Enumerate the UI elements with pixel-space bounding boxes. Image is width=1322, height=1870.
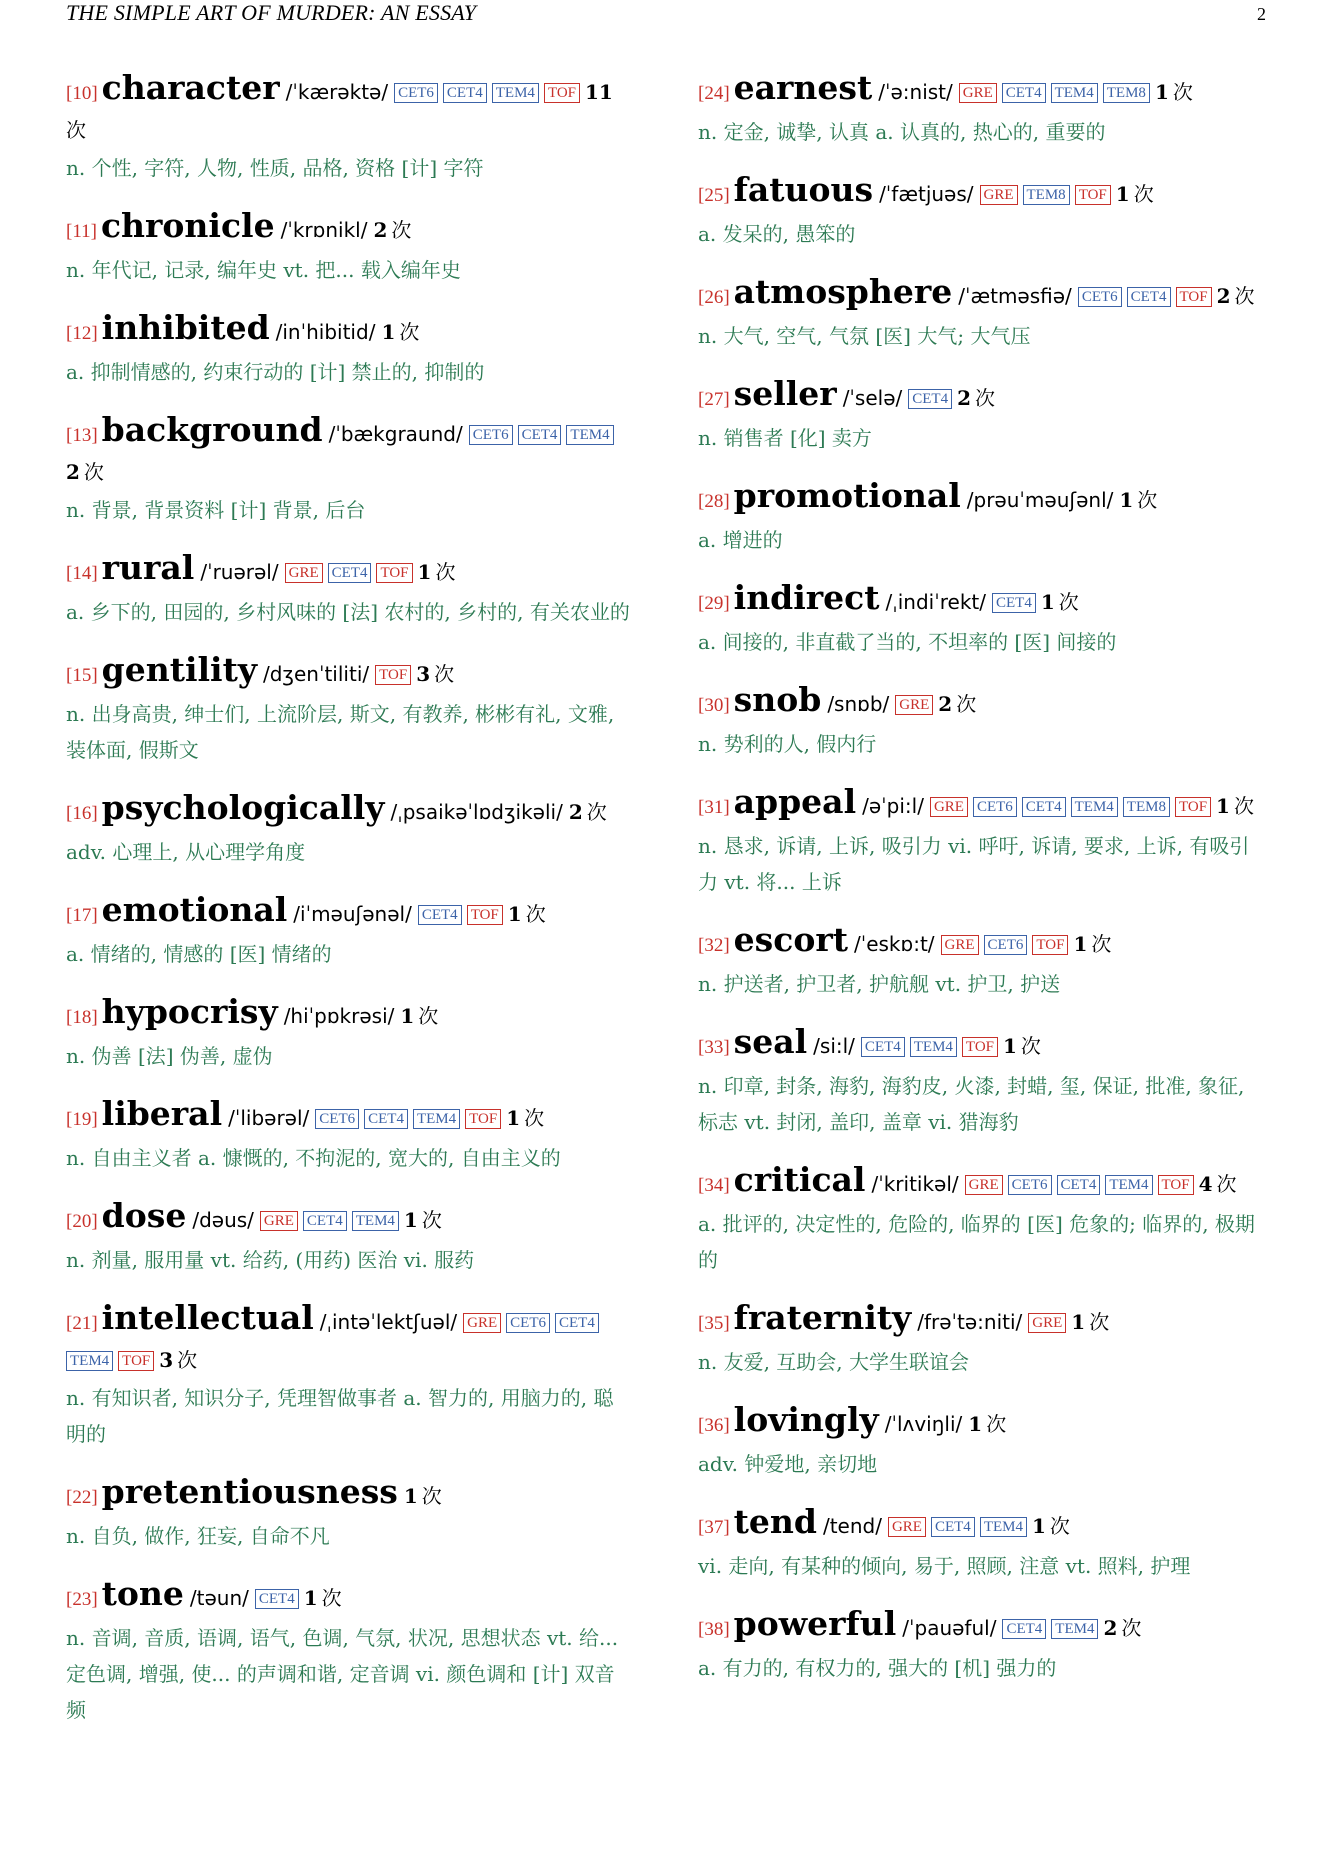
phonetic: /ˈætməsfiə/ <box>958 284 1072 308</box>
phonetic: /ˈkrɒnikl/ <box>280 218 368 242</box>
exam-tag: CET4 <box>1127 287 1171 307</box>
definition: adv. 心理上, 从心理学角度 <box>66 840 306 864</box>
exam-tag: CET4 <box>443 83 487 103</box>
vocab-entry <box>66 1198 631 1278</box>
exam-tag: TEM4 <box>352 1211 399 1231</box>
headword: indirect <box>733 578 880 617</box>
entry-number: [18] <box>66 1007 98 1028</box>
phonetic: /inˈhibitid/ <box>275 320 376 344</box>
exam-tag: TEM4 <box>910 1037 957 1057</box>
vocab-entry <box>698 580 1263 660</box>
headword: liberal <box>101 1094 223 1133</box>
exam-tag: CET4 <box>931 1517 975 1537</box>
entry-headline <box>66 652 631 694</box>
phonetic: /ˈlʌviŋli/ <box>884 1412 963 1436</box>
entry-headline <box>698 784 1263 826</box>
entry-number: [11] <box>66 221 97 242</box>
entry-number: [10] <box>66 83 98 104</box>
vocab-entry <box>698 1162 1263 1278</box>
entry-number: [34] <box>698 1175 730 1196</box>
phonetic: /əˈpi:l/ <box>862 794 924 818</box>
entry-number: [17] <box>66 905 98 926</box>
running-title: THE SIMPLE ART OF MURDER: AN ESSAY <box>66 0 477 25</box>
vocab-entry <box>66 1096 631 1176</box>
headword: lovingly <box>733 1400 879 1439</box>
headword: rural <box>101 548 195 587</box>
entry-number: [35] <box>698 1313 730 1334</box>
exam-tag: GRE <box>260 1211 298 1231</box>
frequency-unit: 次 <box>421 1208 442 1232</box>
frequency-count: 1 <box>1003 1034 1017 1058</box>
frequency-count: 2 <box>957 386 972 410</box>
definition: n. 护送者, 护卫者, 护航舰 vt. 护卫, 护送 <box>698 972 1061 996</box>
exam-tag: TEM4 <box>566 425 613 445</box>
definition: n. 音调, 音质, 语调, 语气, 色调, 气氛, 状况, 思想状态 vt. 给... 定色调, 增强, 使... 的声调和谐, 定音调 vi. 颜色调和 [计] 双音频 <box>66 1626 619 1722</box>
exam-tag: GRE <box>888 1517 926 1537</box>
frequency-unit: 次 <box>1233 794 1254 818</box>
vocab-entry <box>698 784 1263 900</box>
frequency-unit: 次 <box>975 386 996 410</box>
exam-tag: GRE <box>941 935 979 955</box>
entry-number: [38] <box>698 1619 730 1640</box>
entry-number: [32] <box>698 935 730 956</box>
headword: tend <box>733 1502 817 1541</box>
exam-tag: CET6 <box>394 83 438 103</box>
phonetic: /təun/ <box>189 1586 249 1610</box>
exam-tag: CET6 <box>984 935 1028 955</box>
exam-tag: TOF <box>1075 185 1111 205</box>
frequency-count: 1 <box>506 1106 521 1130</box>
entry-number: [28] <box>698 491 730 512</box>
entry-headline <box>698 172 1263 214</box>
entry-headline <box>698 580 1263 622</box>
entry-number: [23] <box>66 1589 98 1610</box>
exam-tag: CET4 <box>861 1037 905 1057</box>
entry-number: [16] <box>66 803 98 824</box>
frequency-unit: 次 <box>435 560 456 584</box>
frequency-unit: 次 <box>1133 182 1154 206</box>
headword: inhibited <box>101 308 270 347</box>
frequency-unit: 次 <box>524 1106 545 1130</box>
entry-headline <box>66 70 631 148</box>
vocab-entry <box>698 1504 1263 1584</box>
frequency-unit: 次 <box>1121 1616 1142 1640</box>
entry-number: [36] <box>698 1415 730 1436</box>
entry-number: [12] <box>66 323 98 344</box>
exam-tag: CET4 <box>328 563 372 583</box>
entry-number: [33] <box>698 1037 730 1058</box>
frequency-unit: 次 <box>586 800 607 824</box>
exam-tag: TOF <box>465 1109 501 1129</box>
vocab-entry <box>66 412 631 528</box>
exam-tag: TOF <box>375 665 411 685</box>
frequency-unit: 次 <box>434 662 455 686</box>
exam-tag: CET4 <box>908 389 952 409</box>
entry-headline <box>698 1504 1263 1546</box>
phonetic: /dəus/ <box>192 1208 254 1232</box>
frequency-unit: 次 <box>956 692 977 716</box>
exam-tag: TEM4 <box>980 1517 1027 1537</box>
headword: gentility <box>101 650 257 689</box>
headword: pretentiousness <box>101 1472 398 1511</box>
exam-tag: CET4 <box>255 1589 299 1609</box>
vocab-entry <box>698 70 1263 150</box>
frequency-count: 2 <box>938 692 953 716</box>
entry-number: [37] <box>698 1517 730 1538</box>
entry-headline <box>698 682 1263 724</box>
entry-headline <box>698 922 1263 964</box>
entry-headline <box>66 208 631 250</box>
frequency-count: 1 <box>1073 932 1088 956</box>
frequency-unit: 次 <box>525 902 546 926</box>
vocab-entry <box>66 892 631 972</box>
exam-tag: TOF <box>1175 797 1211 817</box>
exam-tag: TEM8 <box>1123 797 1170 817</box>
vocab-entry <box>698 172 1263 252</box>
frequency-count: 3 <box>416 662 431 686</box>
entry-number: [30] <box>698 695 730 716</box>
exam-tag: TEM4 <box>1051 1619 1098 1639</box>
definition: n. 势利的人, 假内行 <box>698 732 877 756</box>
entry-headline <box>66 1198 631 1240</box>
frequency-count: 4 <box>1198 1172 1213 1196</box>
exam-tag: TOF <box>376 563 412 583</box>
phonetic: /ˌindiˈrekt/ <box>885 590 986 614</box>
vocab-entry <box>66 1474 631 1554</box>
vocab-entry <box>698 478 1263 558</box>
definition: n. 定金, 诚挚, 认真 a. 认真的, 热心的, 重要的 <box>698 120 1106 144</box>
definition: n. 个性, 字符, 人物, 性质, 品格, 资格 [计] 字符 <box>66 156 484 180</box>
entry-headline <box>66 1300 631 1378</box>
exam-tag: CET4 <box>1002 83 1046 103</box>
frequency-count: 2 <box>1216 284 1231 308</box>
frequency-count: 1 <box>1216 794 1230 818</box>
definition: vi. 走向, 有某种的倾向, 易于, 照顾, 注意 vt. 照料, 护理 <box>698 1554 1191 1578</box>
exam-tag: CET4 <box>364 1109 408 1129</box>
vocab-entry <box>698 376 1263 456</box>
vocab-entry <box>66 1576 631 1728</box>
headword: earnest <box>733 68 873 107</box>
exam-tag: GRE <box>959 83 997 103</box>
definition: n. 销售者 [化] 卖方 <box>698 426 872 450</box>
definition: n. 伪善 [法] 伪善, 虚伪 <box>66 1044 273 1068</box>
entry-number: [22] <box>66 1487 98 1508</box>
frequency-unit: 次 <box>1020 1034 1041 1058</box>
exam-tag: TEM8 <box>1103 83 1150 103</box>
frequency-unit: 次 <box>66 118 86 142</box>
vocab-entry <box>66 994 631 1074</box>
frequency-count: 1 <box>400 1004 415 1028</box>
frequency-unit: 次 <box>321 1586 342 1610</box>
phonetic: /hiˈpɒkrəsi/ <box>283 1004 395 1028</box>
definition: n. 背景, 背景资料 [计] 背景, 后台 <box>66 498 366 522</box>
entry-headline <box>698 70 1263 112</box>
exam-tag: TEM4 <box>66 1351 113 1371</box>
phonetic: /ˈpauəful/ <box>902 1616 997 1640</box>
right-column <box>698 70 1263 1708</box>
vocab-entry <box>698 1300 1263 1380</box>
frequency-count: 11 <box>585 80 613 104</box>
exam-tag: CET4 <box>1022 797 1066 817</box>
frequency-count: 2 <box>568 800 583 824</box>
headword: snob <box>733 680 822 719</box>
headword: escort <box>733 920 848 959</box>
headword: seller <box>733 374 837 413</box>
phonetic: /ˈkærəktə/ <box>285 80 389 104</box>
headword: atmosphere <box>733 272 953 311</box>
phonetic: /ˈlibərəl/ <box>228 1106 310 1130</box>
entry-number: [25] <box>698 185 730 206</box>
phonetic: /iˈməuʃənəl/ <box>293 902 412 926</box>
exam-tag: TEM8 <box>1023 185 1070 205</box>
exam-tag: CET6 <box>315 1109 359 1129</box>
exam-tag: CET6 <box>1008 1175 1052 1195</box>
phonetic: /ˈə:nist/ <box>878 80 953 104</box>
page-header <box>66 0 1266 28</box>
frequency-unit: 次 <box>1137 488 1158 512</box>
phonetic: /ˌpsaikəˈlɒdʒikəli/ <box>390 800 563 824</box>
definition: n. 有知识者, 知识分子, 凭理智做事者 a. 智力的, 用脑力的, 聪明的 <box>66 1386 614 1446</box>
exam-tag: CET6 <box>506 1313 550 1333</box>
headword: psychologically <box>101 788 385 827</box>
exam-tag: CET4 <box>418 905 462 925</box>
frequency-unit: 次 <box>1089 1310 1110 1334</box>
entry-headline <box>66 1474 631 1516</box>
exam-tag: CET4 <box>1002 1619 1046 1639</box>
definition: adv. 钟爱地, 亲切地 <box>698 1452 878 1476</box>
entry-number: [21] <box>66 1313 98 1334</box>
definition: n. 自由主义者 a. 慷慨的, 不拘泥的, 宽大的, 自由主义的 <box>66 1146 561 1170</box>
definition: n. 友爱, 互助会, 大学生联谊会 <box>698 1350 970 1374</box>
entry-headline <box>66 1576 631 1618</box>
frequency-unit: 次 <box>1091 932 1112 956</box>
entry-headline <box>698 274 1263 316</box>
phonetic: /si:l/ <box>813 1034 855 1058</box>
definition: n. 出身高贵, 绅士们, 上流阶层, 斯文, 有教养, 彬彬有礼, 文雅, 装体面, 假斯文 <box>66 702 615 762</box>
entry-headline <box>698 478 1263 520</box>
frequency-count: 2 <box>66 460 80 484</box>
vocab-entry <box>66 550 631 630</box>
frequency-count: 1 <box>403 1208 418 1232</box>
definition: n. 剂量, 服用量 vt. 给药, (用药) 医治 vi. 服药 <box>66 1248 475 1272</box>
exam-tag: GRE <box>980 185 1018 205</box>
exam-tag: GRE <box>285 563 323 583</box>
entry-headline <box>66 1096 631 1138</box>
entry-headline <box>66 412 631 490</box>
exam-tag: TOF <box>1176 287 1212 307</box>
exam-tag: CET6 <box>973 797 1017 817</box>
frequency-unit: 次 <box>1216 1172 1237 1196</box>
definition: a. 抑制情感的, 约束行动的 [计] 禁止的, 抑制的 <box>66 360 485 384</box>
entry-number: [29] <box>698 593 730 614</box>
exam-tag: TOF <box>118 1351 154 1371</box>
entry-headline <box>66 892 631 934</box>
vocab-entry <box>66 310 631 390</box>
exam-tag: CET4 <box>303 1211 347 1231</box>
frequency-count: 2 <box>373 218 388 242</box>
definition: a. 情绪的, 情感的 [医] 情绪的 <box>66 942 332 966</box>
exam-tag: GRE <box>895 695 933 715</box>
frequency-count: 1 <box>303 1586 318 1610</box>
phonetic: /dʒenˈtiliti/ <box>263 662 370 686</box>
exam-tag: TOF <box>962 1037 998 1057</box>
exam-tag: CET6 <box>1078 287 1122 307</box>
definition: n. 年代记, 记录, 编年史 vt. 把... 载入编年史 <box>66 258 461 282</box>
frequency-unit: 次 <box>1234 284 1255 308</box>
entry-headline <box>698 1162 1263 1204</box>
entry-number: [19] <box>66 1109 98 1130</box>
definition: n. 恳求, 诉请, 上诉, 吸引力 vi. 呼吁, 诉请, 要求, 上诉, 有吸引力 vt. 将... 上诉 <box>698 834 1250 894</box>
frequency-unit: 次 <box>1058 590 1079 614</box>
frequency-count: 2 <box>1103 1616 1118 1640</box>
entry-number: [15] <box>66 665 98 686</box>
frequency-count: 1 <box>1115 182 1130 206</box>
frequency-unit: 次 <box>83 460 104 484</box>
exam-tag: TEM4 <box>413 1109 460 1129</box>
phonetic: /ˈkritikəl/ <box>871 1172 959 1196</box>
frequency-count: 3 <box>159 1348 174 1372</box>
phonetic: /frəˈtə:niti/ <box>917 1310 1023 1334</box>
definition: a. 发呆的, 愚笨的 <box>698 222 856 246</box>
headword: background <box>101 410 323 449</box>
frequency-count: 1 <box>1040 590 1055 614</box>
exam-tag: CET6 <box>469 425 513 445</box>
exam-tag: TEM4 <box>1105 1175 1152 1195</box>
exam-tag: GRE <box>930 797 968 817</box>
frequency-unit: 次 <box>418 1004 439 1028</box>
exam-tag: CET4 <box>1057 1175 1101 1195</box>
frequency-unit: 次 <box>1049 1514 1070 1538</box>
phonetic: /ˈeskɒ:t/ <box>853 932 935 956</box>
exam-tag: GRE <box>463 1313 501 1333</box>
headword: chronicle <box>100 206 275 245</box>
headword: promotional <box>733 476 961 515</box>
frequency-unit: 次 <box>986 1412 1007 1436</box>
frequency-count: 1 <box>1031 1514 1046 1538</box>
vocab-entry <box>66 70 631 186</box>
phonetic: /ˈbækgraund/ <box>328 422 463 446</box>
frequency-count: 1 <box>1119 488 1134 512</box>
entry-number: [14] <box>66 563 98 584</box>
headword: emotional <box>101 890 288 929</box>
entry-headline <box>698 1402 1263 1444</box>
phonetic: /prəuˈməuʃənl/ <box>966 488 1114 512</box>
headword: dose <box>101 1196 187 1235</box>
phonetic: /ˈfætjuəs/ <box>879 182 974 206</box>
vocab-entry <box>66 652 631 768</box>
exam-tag: TEM4 <box>1071 797 1118 817</box>
entry-headline <box>66 790 631 832</box>
exam-tag: TOF <box>544 83 580 103</box>
frequency-count: 1 <box>403 1484 418 1508</box>
frequency-unit: 次 <box>421 1484 442 1508</box>
definition: a. 批评的, 决定性的, 危险的, 临界的 [医] 危象的; 临界的, 极期的 <box>698 1212 1255 1272</box>
entry-headline <box>698 376 1263 418</box>
exam-tag: TEM4 <box>492 83 539 103</box>
entry-number: [20] <box>66 1211 98 1232</box>
frequency-unit: 次 <box>391 218 412 242</box>
vocab-entry <box>698 682 1263 762</box>
headword: intellectual <box>101 1298 314 1337</box>
headword: tone <box>101 1574 184 1613</box>
entry-number: [24] <box>698 83 730 104</box>
page-number: 2 <box>1257 4 1266 24</box>
definition: a. 有力的, 有权力的, 强大的 [机] 强力的 <box>698 1656 1057 1680</box>
frequency-count: 1 <box>1071 1310 1086 1334</box>
frequency-unit: 次 <box>177 1348 198 1372</box>
frequency-count: 1 <box>417 560 432 584</box>
entry-headline <box>698 1606 1263 1648</box>
headword: fraternity <box>733 1298 912 1337</box>
headword: character <box>101 68 280 107</box>
vocab-entry <box>66 208 631 288</box>
vocab-entry <box>66 1300 631 1452</box>
exam-tag: GRE <box>965 1175 1003 1195</box>
exam-tag: TOF <box>1032 935 1068 955</box>
entry-headline <box>66 550 631 592</box>
phonetic: /ˈselə/ <box>842 386 903 410</box>
frequency-unit: 次 <box>1172 80 1193 104</box>
left-column <box>66 70 631 1750</box>
definition: n. 大气, 空气, 气氛 [医] 大气; 大气压 <box>698 324 1031 348</box>
entry-number: [13] <box>66 425 98 446</box>
headword: hypocrisy <box>101 992 278 1031</box>
definition: a. 增进的 <box>698 528 783 552</box>
exam-tag: GRE <box>1028 1313 1066 1333</box>
exam-tag: TOF <box>467 905 503 925</box>
entry-headline <box>66 310 631 352</box>
vocab-entry <box>66 790 631 870</box>
entry-headline <box>698 1300 1263 1342</box>
entry-number: [26] <box>698 287 730 308</box>
entry-number: [27] <box>698 389 730 410</box>
phonetic: /tend/ <box>822 1514 882 1538</box>
phonetic: /ˌintəˈlektʃuəl/ <box>319 1310 458 1334</box>
definition: a. 乡下的, 田园的, 乡村风味的 [法] 农村的, 乡村的, 有关农业的 <box>66 600 630 624</box>
frequency-count: 1 <box>968 1412 983 1436</box>
definition: a. 间接的, 非直截了当的, 不坦率的 [医] 间接的 <box>698 630 1117 654</box>
exam-tag: TEM4 <box>1051 83 1098 103</box>
headword: appeal <box>733 782 857 821</box>
headword: powerful <box>733 1604 897 1643</box>
entry-headline <box>698 1024 1263 1066</box>
vocab-entry <box>698 1606 1263 1686</box>
vocab-entry <box>698 922 1263 1002</box>
definition: n. 自负, 做作, 狂妄, 自命不凡 <box>66 1524 330 1548</box>
headword: seal <box>733 1022 808 1061</box>
exam-tag: CET4 <box>555 1313 599 1333</box>
definition: n. 印章, 封条, 海豹, 海豹皮, 火漆, 封蜡, 玺, 保证, 批准, 象征, 标志 vt. 封闭, 盖印, 盖章 vi. 猎海豹 <box>698 1074 1245 1134</box>
vocab-entry <box>698 1402 1263 1482</box>
headword: critical <box>733 1160 866 1199</box>
frequency-count: 1 <box>1154 80 1169 104</box>
frequency-count: 1 <box>507 902 522 926</box>
frequency-unit: 次 <box>399 320 420 344</box>
vocab-entry <box>698 1024 1263 1140</box>
exam-tag: CET4 <box>992 593 1036 613</box>
entry-number: [31] <box>698 797 730 818</box>
exam-tag: CET4 <box>518 425 562 445</box>
entry-headline <box>66 994 631 1036</box>
frequency-count: 1 <box>381 320 396 344</box>
phonetic: /ˈruərəl/ <box>200 560 279 584</box>
headword: fatuous <box>733 170 874 209</box>
exam-tag: TOF <box>1158 1175 1194 1195</box>
vocab-entry <box>698 274 1263 354</box>
phonetic: /snɒb/ <box>827 692 890 716</box>
